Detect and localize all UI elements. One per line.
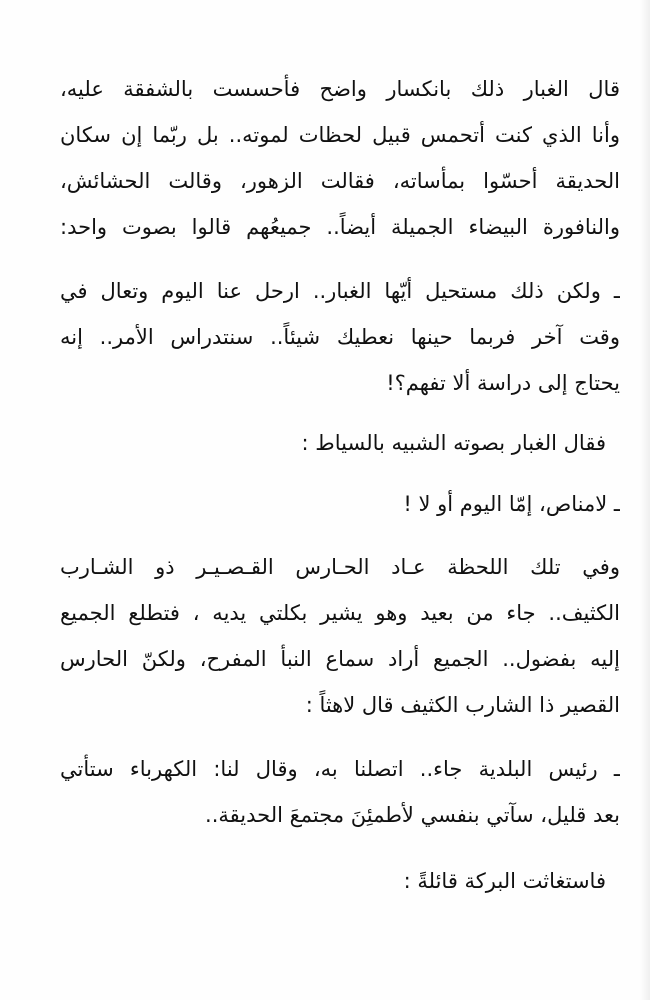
paragraph-5 xyxy=(60,544,620,728)
paragraph-line: فقال الغبار بصوته الشبيه بالسياط : xyxy=(301,431,606,455)
paragraph-2 xyxy=(60,268,620,406)
paragraph-line: الكثيف.. جاء من بعيد وهو يشير بكلتي يديه ، فتطلع الجميع xyxy=(60,601,620,625)
paragraph-line: قال الغبار ذلك بانكسار واضح فأحسست بالشفقة عليه، xyxy=(60,77,620,101)
paragraph-line: يحتاج إلى دراسة ألا تفهم؟! xyxy=(386,371,620,395)
paragraph-4 xyxy=(60,481,620,527)
paragraph-6 xyxy=(60,746,620,838)
paragraph-line: وأنا الذي كنت أتحمس قبيل لحظات لموته.. بل ربّما إن سكان xyxy=(60,123,620,147)
paragraph-7 xyxy=(60,858,620,904)
paragraph-line: إليه بفضول.. الجميع أراد سماع النبأ المفرح، ولكنّ الحارس xyxy=(60,647,620,671)
paragraph-line: فاستغاثت البركة قائلةً : xyxy=(403,869,606,893)
paragraph-line: القصير ذا الشارب الكثيف قال لاهثاً : xyxy=(305,693,620,717)
paragraph-line: ـ ولكن ذلك مستحيل أيّها الغبار.. ارحل عنا اليوم وتعال في xyxy=(60,279,620,303)
page-edge xyxy=(640,0,650,1000)
paragraph-3 xyxy=(60,420,620,466)
paragraph-line: بعد قليل، سآتي بنفسي لأطمئِنَ مجتمعَ الحديقة.. xyxy=(205,803,620,827)
paragraph-line: والنافورة البيضاء الجميلة أيضاً.. جميعُهم قالوا بصوت واحد: xyxy=(60,215,620,239)
paragraph-line: وفي تلك اللحظة عـاد الحـارس القـصـيـر ذو الشـارب xyxy=(60,555,620,579)
paragraph-line: ـ رئيس البلدية جاء.. اتصلنا به، وقال لنا: الكهرباء ستأتي xyxy=(60,757,620,781)
paragraph-line: ـ لامناص، إمّا اليوم أو لا ! xyxy=(403,492,620,516)
paragraph-line: الحديقة أحسّوا بمأساته، فقالت الزهور، وقالت الحشائش، xyxy=(60,169,620,193)
paragraph-1 xyxy=(60,66,620,250)
paragraph-line: وقت آخر فربما حينها نعطيك شيئاً.. سنتدراس الأمر.. إنه xyxy=(60,325,620,349)
